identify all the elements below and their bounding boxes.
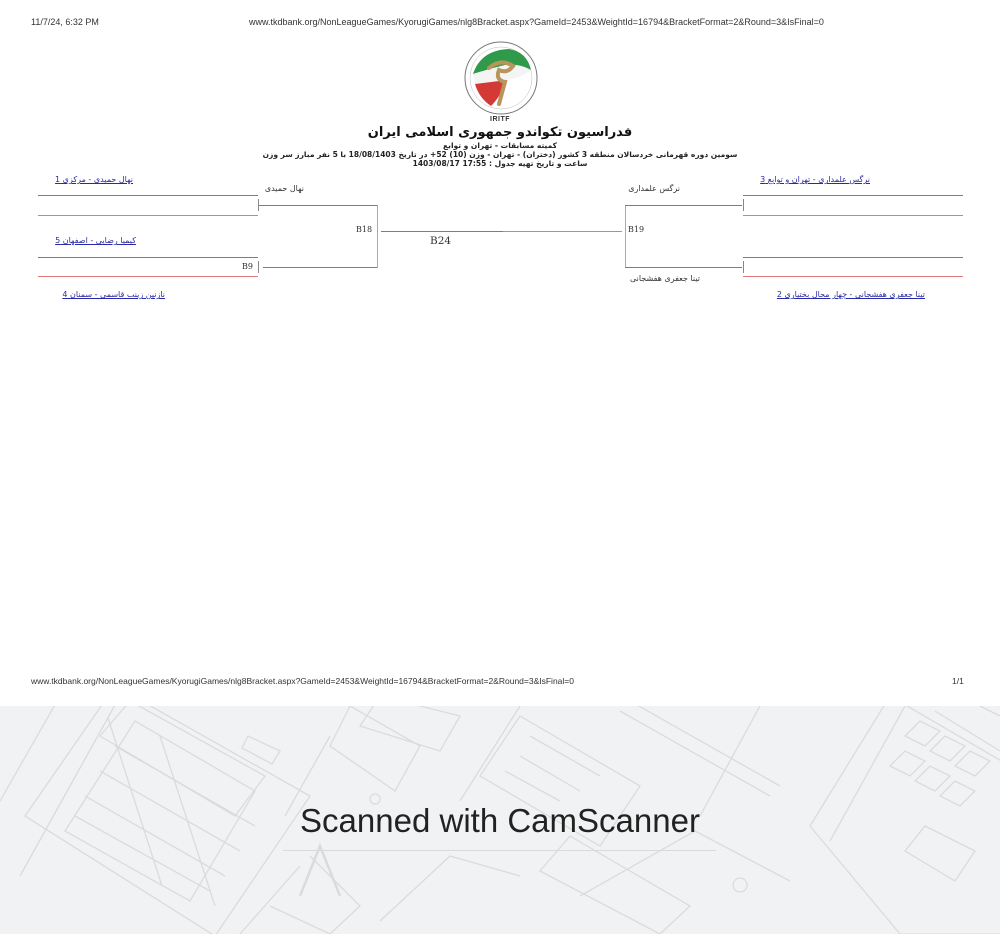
print-header-url: www.tkdbank.org/NonLeagueGames/KyorugiGames/nlg8Bracket.aspx?GameId=2453&WeightId=16794&BracketFormat=2&Round=3&IsFinal=0 xyxy=(249,17,824,27)
federation-emblem-icon xyxy=(461,40,541,116)
entrant-link-left-3[interactable]: نازنین زینب قاسمی - سمنان 4 xyxy=(62,290,165,299)
bracket-vertical xyxy=(377,205,378,268)
print-datetime: 11/7/24, 6:32 PM xyxy=(31,17,99,27)
final-line-blue xyxy=(381,231,503,232)
entrant-link-left-1[interactable]: نهال حمیدی - مرکزی 1 xyxy=(55,175,133,184)
page-number: 1/1 xyxy=(952,676,964,686)
bracket-connector xyxy=(625,267,742,268)
match-code-b19: B19 xyxy=(628,225,645,234)
scanned-with-camscanner-text: Scanned with CamScanner xyxy=(300,802,700,839)
final-line-red xyxy=(503,231,622,232)
slot-line-blue xyxy=(743,257,963,258)
entrant-link-right-2[interactable]: تینا جعفری هفشجانی - چهار محال بختیاری 2 xyxy=(776,290,925,299)
print-footer-url: www.tkdbank.org/NonLeagueGames/KyorugiGames/nlg8Bracket.aspx?GameId=2453&WeightId=16794&BracketFormat=2&Round=3&IsFinal=0 xyxy=(31,676,574,686)
slot-divider xyxy=(258,261,259,273)
logo-text: IRITF xyxy=(490,116,510,123)
bracket-vertical xyxy=(625,205,626,268)
bracket-connector xyxy=(259,205,377,206)
winner-name-left-r1: نهال حمیدی xyxy=(264,184,304,193)
watermark-underline xyxy=(283,850,716,851)
bracket-connector xyxy=(625,205,742,206)
slot-line-red xyxy=(743,215,963,216)
match-code-b18: B18 xyxy=(356,225,373,234)
slot-line-red xyxy=(38,215,258,216)
slot-line-red xyxy=(743,276,963,277)
entrant-link-left-2[interactable]: کیمیا رضایی - اصفهان 5 xyxy=(55,236,136,245)
bracket-connector xyxy=(263,267,377,268)
slot-line-blue xyxy=(743,195,963,196)
slot-line-blue xyxy=(38,257,258,258)
slot-line-blue xyxy=(38,195,258,196)
committee-subtitle: کمیته مسابقات - تهران و توابع xyxy=(443,141,557,150)
federation-title: فدراسیون تکواندو جمهوری اسلامی ایران xyxy=(367,125,633,140)
camscanner-watermark-band xyxy=(0,706,1000,934)
event-description: سومین دوره قهرمانی خردسالان منطقه 3 کشور (دختران) - تهران - وزن (10) 52+ در تاریخ 18/08/1403 با 5 نفر مبارز سر وزن xyxy=(262,150,738,159)
match-code-b24: B24 xyxy=(430,235,452,247)
slot-divider xyxy=(743,199,744,211)
entrant-link-right-1[interactable]: نرگس علمداری - تهران و توابع 3 xyxy=(760,175,870,184)
match-code-b9: B9 xyxy=(242,262,253,271)
slot-divider xyxy=(743,261,744,273)
slot-line-red xyxy=(38,276,258,277)
table-created-datetime: ساعت و تاریخ تهیه جدول : 17:55 1403/08/17 xyxy=(412,159,588,168)
winner-name-right-bottom: تینا جعفری هفشجانی xyxy=(629,274,700,283)
document-title-block xyxy=(230,124,770,168)
winner-name-right-top: نرگس علمداری xyxy=(628,184,680,193)
